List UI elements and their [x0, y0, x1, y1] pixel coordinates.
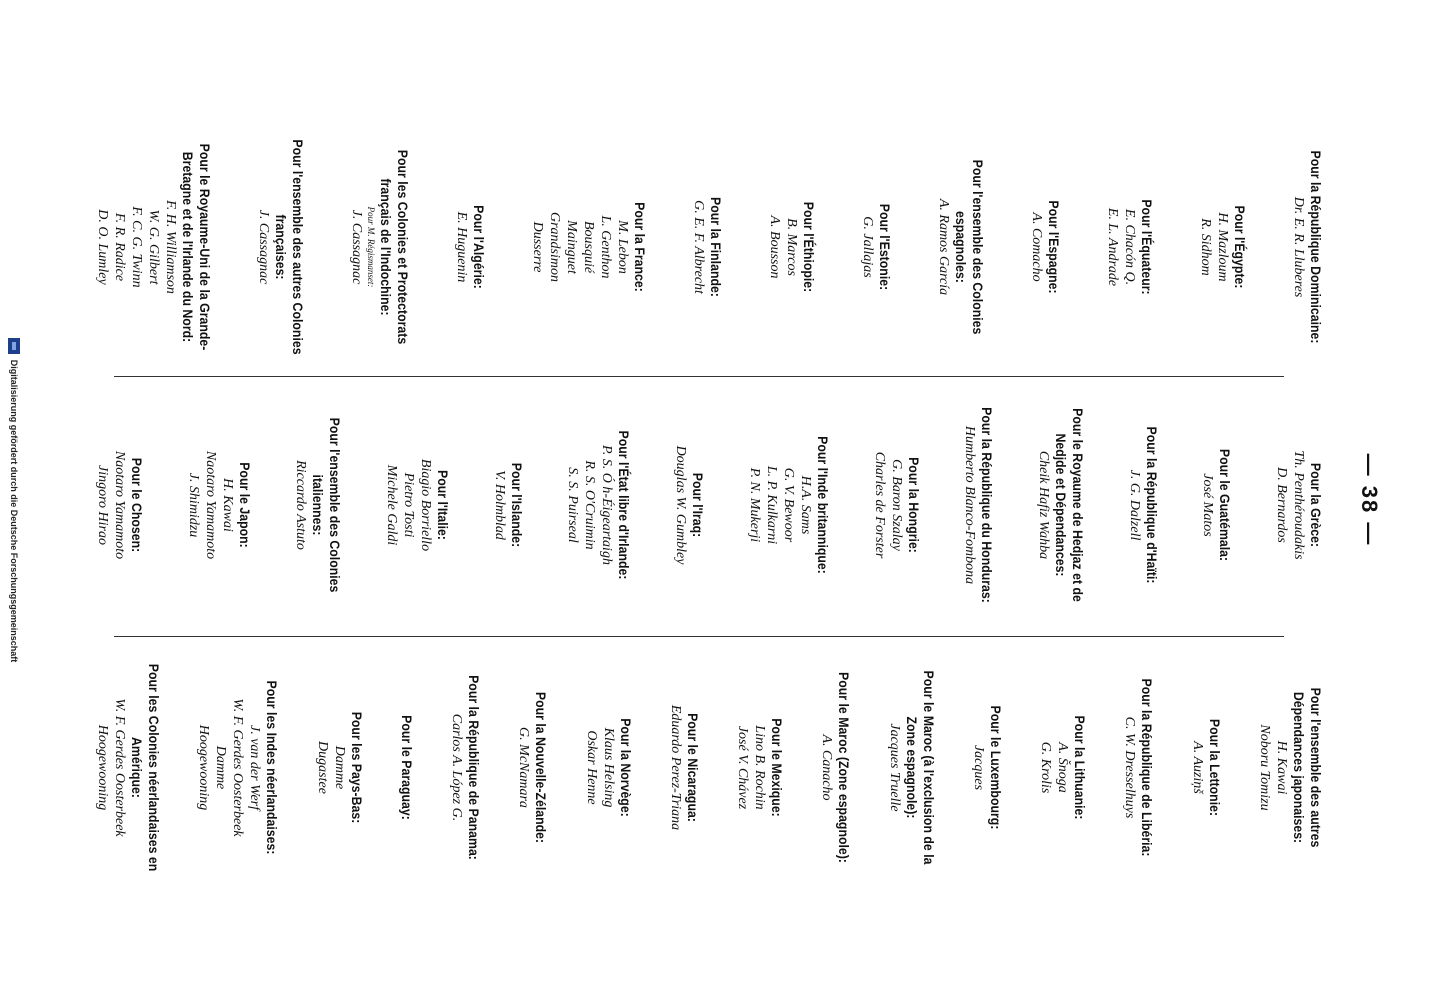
signatory-entry	[185, 380, 253, 630]
signatory-name: H. Kawai	[1274, 740, 1289, 795]
signatory-name: Pietro Tosti	[401, 472, 417, 538]
country-heading: Pour la Finlande:	[708, 197, 724, 297]
signatory-entry	[690, 122, 724, 372]
signatory-name: M. Lebon	[615, 220, 630, 274]
signatory-entry	[1104, 122, 1155, 372]
signatory-entry	[1273, 380, 1324, 630]
signatory-name: F. C. G. Twinn	[129, 206, 144, 288]
signatory-name: José V. Chávez	[735, 725, 751, 810]
signatory-entry	[1121, 640, 1155, 895]
signatory-name: Naotaro Yamamoto	[112, 450, 128, 560]
country-heading: Pour la Norvège:	[617, 718, 634, 817]
signatory-entry	[1028, 122, 1062, 372]
country-heading: Pour l'Algérie:	[471, 205, 487, 289]
signatory-name: G. Baron Szalay	[888, 459, 904, 551]
signatory-name: Jacques	[970, 744, 986, 791]
signatory-entry	[1197, 122, 1248, 372]
footer-text: Digitalisierung gefördert durch die Deutsche Forschungsgemeinschaft	[9, 359, 19, 663]
signatory-name: Humberto Blanco-Fombona	[962, 425, 978, 585]
country-heading: Pour l'Égypte:	[1232, 205, 1248, 289]
signatory-name: A. Ramos García	[936, 198, 951, 296]
signatory-name: A. Comacho	[1029, 212, 1044, 282]
signatory-name: J. Cassagnac	[349, 209, 364, 285]
signatory-entry	[583, 640, 634, 895]
page-number: — 38 —	[1357, 453, 1382, 547]
signatory-entry	[961, 380, 995, 630]
signatory-name: Biagio Borriello	[418, 458, 434, 552]
signatory-name: Charles de Forster	[871, 451, 887, 559]
signatory-name: Douglas W. Gumbley	[673, 445, 689, 565]
signatory-entry	[94, 122, 213, 372]
signatory-entry	[94, 640, 162, 895]
country-heading: Pour la France:	[632, 202, 648, 292]
country-heading: Pour l'Estonie:	[877, 203, 893, 291]
signatory-entry	[672, 380, 706, 630]
country-heading: Pour le Royaume-Uni de la Grande-Bretagne et de l'Irlande du Nord:	[180, 143, 213, 351]
country-heading: Pour les Colonies néerlandaises en Amérique:	[129, 663, 163, 872]
signatory-name: Dusserre	[530, 221, 545, 273]
signatory-name: C. W. Dresselhuys	[1122, 716, 1138, 819]
signatory-name: R. Sidhom	[1198, 218, 1213, 276]
signatory-name: B. Marcos	[784, 218, 799, 276]
proxy-note: Pour M. Régismanset:	[366, 206, 376, 288]
country-heading: Pour l'ensemble des autres Dépendances japonaises:	[1291, 687, 1324, 848]
signatory-name: J. Shimidzu	[185, 472, 201, 538]
country-heading: Pour le Japon:	[236, 462, 253, 548]
signatory-name: P. N. Mukerji	[746, 467, 762, 543]
signatory-entry	[1290, 122, 1324, 372]
signatory-entry	[348, 122, 411, 372]
signatory-name: W. F. Gerdes Oosterbeek	[112, 698, 128, 837]
signatory-name: Dr. E. R. Lluberes	[1291, 196, 1306, 298]
signatory-entry	[734, 640, 785, 895]
signatory-name: A. Canacho	[819, 734, 835, 801]
country-heading: Pour les Pays-Bas:	[348, 711, 365, 824]
signatory-name: L. P. Kulkarni	[763, 465, 779, 545]
signatory-entry	[746, 380, 831, 630]
signatory-entry	[515, 640, 549, 895]
country-heading: Pour l'ensemble des Colonies espagnoles:	[953, 159, 986, 335]
signatory-name: E. Chacón Q.	[1122, 208, 1137, 286]
signatory-name: A. Šnoga	[1055, 742, 1071, 793]
column-divider	[114, 636, 1284, 637]
signatory-name: Eduardo Perez-Triana	[667, 704, 683, 831]
signatory-name: G. McNamara	[516, 727, 532, 808]
signatory-name: Noboru Tomizu	[1257, 724, 1272, 811]
signatory-name: F. R. Radice	[112, 212, 127, 282]
country-heading: Pour la Nouvelle-Zélande:	[533, 691, 550, 844]
country-heading: Pour le Guatémala:	[1217, 448, 1234, 562]
country-heading: Pour l'Italie:	[435, 469, 452, 541]
country-heading: Pour la Grèce:	[1308, 462, 1324, 548]
signatory-name: Damme	[213, 745, 229, 790]
signatory-entry	[935, 122, 986, 372]
signatory-name: R. S. O'Cruimin	[582, 460, 598, 550]
signatory-name: Riccardo Astuto	[293, 460, 309, 550]
signatory-name: Grandsimon	[547, 211, 562, 282]
signatory-entry	[1035, 380, 1086, 630]
signatory-name: H.A. Sams	[797, 475, 813, 535]
country-heading: Pour l'Espagne:	[1046, 200, 1062, 294]
country-heading: Pour la République Dominicaine:	[1308, 150, 1324, 344]
country-heading: Pour l'Iraq:	[690, 472, 707, 538]
signatory-entry	[383, 380, 451, 630]
country-heading: Pour la République d'Haïti:	[1143, 426, 1160, 584]
signatory-name: H. Kawai	[219, 478, 235, 532]
signatory-name: Klaus Helsing	[600, 727, 616, 808]
signatory-name: J. G. Dalzell	[1126, 469, 1142, 541]
signatory-entry	[491, 380, 525, 630]
signatory-name: Jingoro Hirao	[95, 465, 111, 545]
country-heading: Pour la République de Libéria:	[1139, 678, 1156, 857]
signatory-entry	[195, 640, 280, 895]
signatory-column-2	[94, 380, 1324, 630]
signatory-name: Jacques Truelle	[886, 723, 902, 812]
signatory-name: A. Auziņš	[1189, 741, 1205, 794]
signatory-name: Cheik Hafiz Wahba	[1035, 450, 1051, 560]
signatory-name: Mainguet	[564, 220, 579, 274]
signatory-entry	[818, 640, 852, 895]
signatory-entry	[859, 122, 893, 372]
signatory-entry	[1199, 380, 1233, 630]
country-heading: Pour l'Inde britannique:	[814, 436, 831, 574]
signatory-entry	[1037, 640, 1088, 895]
country-heading: Pour le Maroc (Zone espagnole):	[836, 672, 853, 863]
signatory-name: Michele Galdi	[384, 464, 400, 546]
signatory-entry	[871, 380, 922, 630]
signatory-entry	[766, 122, 817, 372]
country-heading: Pour l'ensemble des Colonies italiennes:	[310, 417, 344, 593]
country-heading: Pour les Colonies et Protectorats français de l'Indochine:	[378, 149, 411, 345]
country-heading: Pour le Paraguay:	[398, 715, 415, 820]
signatory-name: J. Cassagnac	[256, 209, 271, 285]
signatory-name: Th. Penthéroudakis	[1291, 450, 1306, 560]
signatory-entry	[1256, 640, 1324, 895]
signatory-name: E. L. Andrade	[1105, 207, 1120, 287]
country-heading: Pour les Indes néerlandaises:	[264, 680, 281, 855]
country-heading: Pour la Hongrie:	[905, 457, 922, 553]
country-heading: Pour la Lithuanie:	[1072, 715, 1089, 820]
signatory-name: Lino B. Rochin	[752, 725, 768, 810]
signatory-entry	[886, 640, 937, 895]
signatory-name: D. O. Lumley	[95, 209, 110, 285]
signatory-name: G. Krolis	[1038, 741, 1054, 794]
signatory-name: D. Bernardos	[1274, 467, 1289, 543]
signatory-name: Carlos A. López G.	[449, 713, 465, 822]
signatory-name: José Matos	[1200, 473, 1216, 537]
signatory-name: G. V. Bewoor	[780, 467, 796, 543]
signatory-entry	[1189, 640, 1223, 895]
signatory-entry	[529, 122, 648, 372]
signatory-name: A. Bousson	[767, 215, 782, 279]
signatory-name: L. Genthon	[598, 215, 613, 279]
digitization-footer	[8, 0, 20, 1000]
signatory-entry	[970, 640, 1004, 895]
signatory-name: V. Holmblad	[491, 470, 507, 540]
country-heading: Pour le Mexique:	[769, 718, 786, 817]
signatory-entry	[314, 640, 365, 895]
signatory-name: F. H. Williamson	[163, 200, 178, 294]
signatory-name: J. van der Werf	[247, 724, 263, 811]
signatory-entry	[667, 640, 701, 895]
signatory-column-1	[94, 122, 1324, 372]
country-heading: Pour la République du Honduras:	[979, 407, 996, 603]
signatory-entry	[292, 380, 343, 630]
country-heading: Pour l'Équateur:	[1139, 199, 1155, 295]
signatory-name: Damme	[331, 745, 347, 790]
signatory-name: Dugastee	[314, 741, 330, 794]
signatory-entry	[448, 640, 482, 895]
country-heading: Pour le Chosen:	[129, 457, 146, 553]
signatory-name: P. S. Ó h-Éigeartaigh	[599, 445, 615, 565]
signatory-entry	[94, 380, 145, 630]
signatory-column-3	[94, 640, 1324, 895]
signatory-name: Hoogewooning	[95, 724, 111, 811]
country-heading: Pour le Luxembourg:	[987, 705, 1004, 830]
signatory-name: Bousquié	[581, 220, 596, 274]
country-heading: Pour l'Islande:	[508, 462, 525, 548]
signatory-name: W. F. Gerdes Oosterbeek	[230, 698, 246, 837]
signatory-name: E. Huguenin	[454, 211, 469, 283]
signatory-entry	[453, 122, 487, 372]
country-heading: Pour la République de Panama:	[466, 675, 483, 860]
country-heading: Pour le Maroc (à l'exclusion de la Zone espagnole):	[903, 670, 937, 865]
country-heading: Pour la Lettonie:	[1206, 718, 1223, 817]
signatory-name: Oskar Henne	[583, 730, 599, 805]
country-heading: Pour l'État libre d'Irlande:	[616, 430, 633, 580]
signatory-entry	[1126, 380, 1160, 630]
signatory-name: G. Jallajas	[860, 216, 875, 278]
column-divider	[114, 376, 1284, 377]
signatory-name: S. S. Puirseal	[565, 467, 581, 543]
country-heading: Pour l'Éthiopie:	[801, 201, 817, 293]
signatory-entry	[255, 122, 306, 372]
signatory-name: W. G. Gilbert	[146, 209, 161, 285]
country-heading: Pour le Nicaragua:	[684, 713, 701, 822]
signatory-name: H. Mazloum	[1215, 212, 1230, 282]
signatory-entry	[565, 380, 633, 630]
country-heading: Pour l'ensemble des autres Colonies françaises:	[273, 139, 306, 355]
signatory-entry	[398, 640, 415, 895]
signatory-name: G. E. F. Albrecht	[691, 200, 706, 294]
signatory-name: Naotaro Yamamoto	[202, 450, 218, 560]
dfg-logo-icon	[8, 338, 20, 354]
signatory-name: Hoogewooning	[196, 724, 212, 811]
country-heading: Pour le Royaume de Hedjaz et de Nedjde et Dépendances:	[1052, 408, 1086, 602]
